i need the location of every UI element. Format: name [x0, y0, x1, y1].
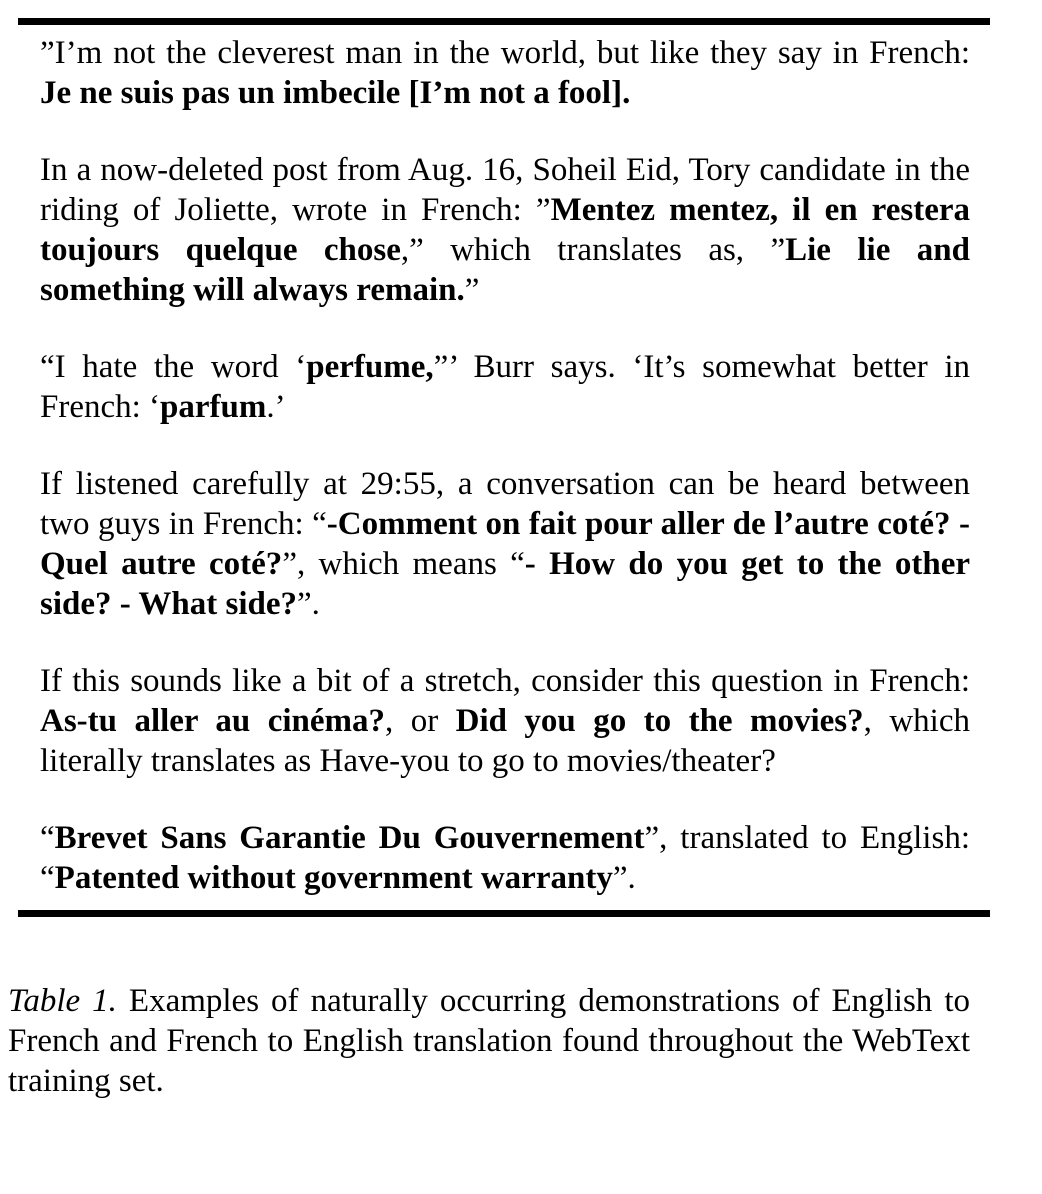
text-run: If this sounds like a bit of a stretch, consider this question in French:	[40, 663, 970, 699]
caption-label: Table 1.	[8, 983, 117, 1019]
table-paragraph	[40, 818, 970, 898]
caption-text: Examples of naturally occurring demonstrations of English to French and French to English translation found throughout the WebText training set.	[8, 983, 970, 1099]
table-paragraph	[40, 33, 970, 113]
text-run: If listened carefully at 29:55, a conversation can be heard between two guys in French: “	[40, 466, 970, 542]
text-run: ”I’m not the cleverest man in the world, but like they say in French:	[40, 35, 970, 71]
bold-text-run: perfume,	[306, 349, 434, 385]
table-caption	[8, 981, 970, 1101]
text-run: , or	[385, 703, 456, 739]
text-run: , which literally translates as Have-you to go to movies/theater?	[40, 703, 970, 779]
bold-text-run: As-tu aller au cinéma?	[40, 703, 386, 739]
bold-text-run: parfum	[160, 389, 267, 425]
text-run: “I hate the word ‘	[40, 349, 307, 385]
bold-text-run: Brevet Sans Garantie Du Gouvernement	[54, 820, 645, 856]
table-1-figure	[18, 18, 990, 917]
table-paragraph	[40, 464, 970, 624]
bold-text-run: -Comment on fait pour aller de l’autre coté? -Quel autre coté?	[40, 506, 970, 582]
text-run: ”.	[297, 586, 320, 622]
text-run: In a now-deleted post from Aug. 16, Soheil Eid, Tory candidate in the riding of Joliette, wrote in French: ”	[40, 152, 970, 228]
text-run: ”.	[612, 860, 636, 896]
table-bottom-rule	[18, 910, 990, 917]
text-run: ”, translated to English: “	[40, 820, 970, 896]
text-run: ”	[464, 272, 480, 308]
table-paragraph	[40, 150, 970, 310]
bold-text-run: - How do you get to the other side? - What side?	[40, 546, 970, 622]
text-run: ”, which means “	[282, 546, 525, 582]
table-paragraph	[40, 347, 970, 427]
bold-text-run: Je ne suis pas un imbecile [I’m not a fool].	[40, 75, 631, 111]
text-run: .’	[266, 389, 286, 425]
paper-page	[0, 18, 1042, 1194]
bold-text-run: Patented without government warranty	[54, 860, 613, 896]
bold-text-run: Lie lie and something will always remain.	[40, 232, 970, 308]
text-run: ,” which translates as, ”	[400, 232, 786, 268]
bold-text-run: Mentez mentez, il en restera toujours quelque chose	[40, 192, 970, 268]
table-body	[18, 25, 990, 910]
text-run: ”’ Burr says. ‘It’s somewhat better in French: ‘	[40, 349, 970, 425]
table-top-rule	[18, 18, 990, 25]
text-run: “	[40, 820, 55, 856]
table-paragraph	[40, 661, 970, 781]
bold-text-run: Did you go to the movies?	[455, 703, 864, 739]
